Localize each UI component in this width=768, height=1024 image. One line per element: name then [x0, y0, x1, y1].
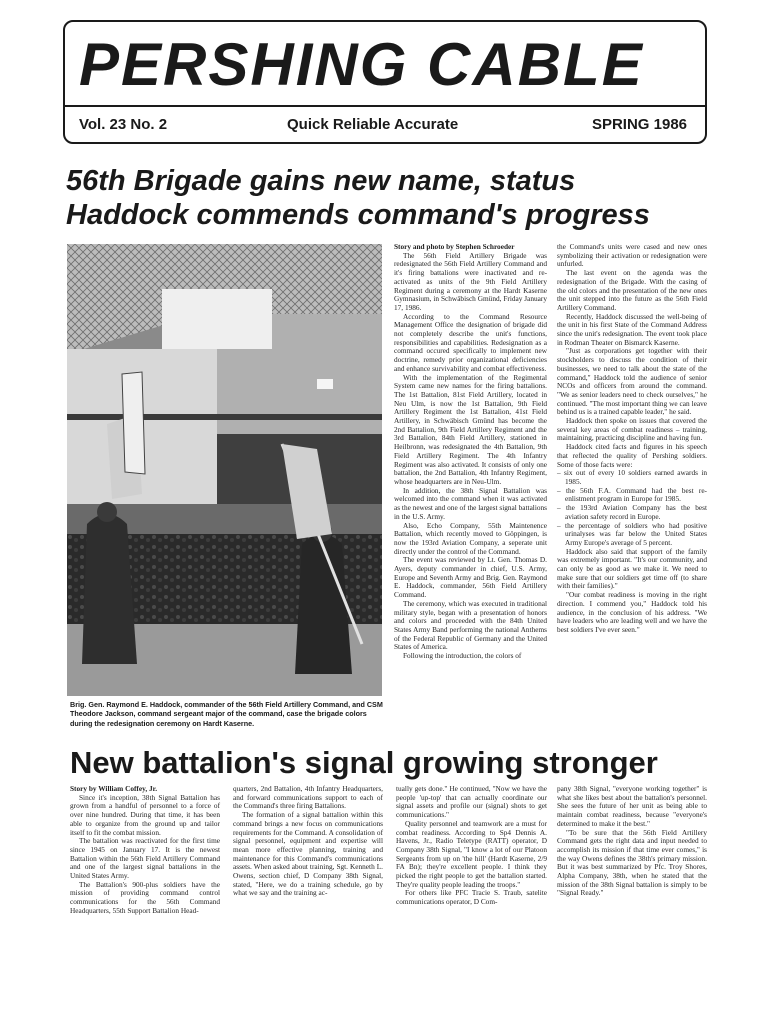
paragraph: Since it's inception, 38th Signal Battalion has grown from a handful of personnel to a force of over nine hundred. During that time, it has been able to organize from the ground up and tailor itself to fit the combat mission.	[70, 792, 220, 837]
issue-season: SPRING 1986	[591, 116, 687, 133]
paragraph: "Just as corporations get together with their stockholders to discuss the condition of their businesses, we need to talk about the state of the command," Haddock told the audience of senior NCOs and officers from around the command. "We as senior leaders need to check ourselves," he continued. "The most important thing we can leave behind us is a trained capable leader," he said.	[557, 346, 707, 417]
story1-byline: Story and photo by Stephen Schroeder	[394, 242, 515, 251]
paragraph: The battalion was reactivated for the first time since 1945 on January 17. It is the newest Battalion within the 56th Field Artillery Command and one of the largest signal battalions in the United States Army.	[70, 836, 220, 881]
paragraph: According to the Command Resource Management Office the designation of brigade did not completely describe the unit's functions, responsibilities and capabilities. Redesignation as a command occured specifically to implement new doctrine, remedy prior organizational deficiencies and enhance survivability and combat effectiveness.	[394, 311, 547, 373]
paragraph: pany 38th Signal, "everyone working together" is what she likes best about the battalion's personnel. She sees the future of her unit as being able to maintain combat readiness, because "everyone's determined to make it the best."	[557, 784, 707, 828]
paragraph: The event was reviewed by Lt. Gen. Thomas D. Ayers, deputy commander in chief, U.S. Army, Europe and Seventh Army and Brig. Gen. Raymond E. Haddock, commander, 56th Field Artillery Command.	[394, 555, 547, 600]
paragraph: Quality personnel and teamwork are a must for combat readiness. According to Sp4 Dennis A. Havens, Jr., Radio Teletype (RATT) operator, D Company 38th Signal, "I know a lot of our Platoon Sergeants from up on 'the hill' (Hardt Kaserne, 2/9 FA Bn); they're excellent people. I think they picked the right people to get the battalion started. They're quality people leading the troops."	[396, 818, 547, 889]
fact-item: – six out of every 10 soldiers earned awards in 1985.	[557, 468, 707, 486]
paragraph: With the implementation of the Regimental System came new names for the firing battalions. The 1st Battalion, 81st Field Artillery, located in Neu Ulm, is now the 1st Battalion, 9th Field Artillery Regiment the 1st Battalion, 41st Field Artillery, in Schwäbisch Gmünd has become the 2nd Battalion, 9th Field Artillery Regiment and the 3rd Battalion, 84th Field Artillery, stationed in Heilbronn, was redesignated the 4th Battalion, 9th Field Artillery Regiment. The 4th Infantry Regiment was also activated. It consists of only one battalion, the 2nd Battalion, 4th Infantry Regiment, whose headquarters are in Neu-Ulm.	[394, 372, 547, 486]
paragraph: The last event on the agenda was the redesignation of the Brigade. With the casing of the old colors and the presentation of the new ones the unit stepped into the future as the 56th Field Artillery Command.	[557, 268, 707, 312]
newspaper-title: PERSHING CABLE	[79, 31, 644, 98]
story1-headline-line1: 56th Brigade gains new name, status	[66, 165, 576, 197]
story1-headline-line2: Haddock commends command's progress	[66, 199, 650, 231]
ceremony-photo-image	[67, 244, 382, 696]
paragraph: "To be sure that the 56th Field Artillery Command gets the right data and input needed to accomplish its mission if that time ever comes," is the way Owens defines the 38th's primary mission. But it was best summarized by Pfc. Troy Shores, Alpha Company, 38th, when he stated that the mission of the 38th Signal battalion is simply to be "Signal Ready."	[557, 827, 707, 898]
paragraph: quarters, 2nd Battalion, 4th Infantry Headquarters, and forward communications support to each of the Command's three firing Battalions.	[233, 784, 383, 811]
masthead-divider	[65, 105, 705, 107]
newspaper-motto: Quick Reliable Accurate	[287, 116, 459, 133]
paragraph: "Our combat readiness is moving in the right direction. I commend you," Haddock told his audience, in the conclusion of his address. "We have leaders who are leading well and we have the best soldiers I've ever seen."	[557, 590, 707, 634]
story1-column-1	[394, 243, 547, 661]
story2-column-4	[557, 785, 707, 898]
photo-caption: Brig. Gen. Raymond E. Haddock, commander of the 56th Field Artillery Command, and CSM Theodore Jackson, command sergeant major of the command, case the brigade colors during the redesignation ceremony on Hardt Kaserne.	[70, 700, 383, 728]
story2-byline: Story by William Coffey, Jr.	[70, 784, 158, 793]
paragraph: Haddock cited facts and figures in his speech that reflected the quality of Pershing soldiers. Some of those facts were:	[557, 442, 707, 469]
paragraph: The Battalion's 900-plus soldiers have the mission of providing command control communications for the 56th Command Headquarters, 55th Support Battalion Head-	[70, 879, 220, 915]
paragraph: the Command's units were cased and new ones symbolizing their activation or redesignation were unfurled.	[557, 242, 707, 269]
masthead	[63, 20, 707, 144]
paragraph: Recently, Haddock discussed the well-being of the unit in his first State of the Command Address since the unit's redesignation. The event took place in Rodman Theater on Bismarck Kaserne.	[557, 311, 707, 347]
paragraph: The 56th Field Artillery Brigade was redesignated the 56th Field Artillery Command and it's firing battalions were inactivated and re-activated as units of the 9th Field Artillery Regiment during a ceremony at the Hardt Kaserne Gymnasium, in Schwäbisch Gmünd, Friday January 17, 1986.	[394, 250, 547, 312]
facts-list	[557, 469, 707, 547]
paragraph: tually gets done." He continued, "Now we have the people 'up-top' that can actually coordinate our signal assets and profile our (signal) shots to get communications."	[396, 784, 547, 820]
paragraph: For others like PFC Tracie S. Traub, satelite communications operator, D Com-	[396, 888, 547, 907]
story1-column-2	[557, 243, 707, 635]
paragraph: Also, Echo Company, 55th Maintenence Battalion, which recently moved to Göppingen, is now the 193rd Aviation Company, a seperate unit directly under the control of the Command.	[394, 520, 547, 556]
story2-column-1	[70, 785, 220, 916]
paragraph: The formation of a signal battalion within this command brings a new focus on communications requirements for the Command. A consolidation of signal personnel, equipment and expertise will mean more effective planning, training and maintenance for this Command's communications assets. When asked about training, Sgt. Kenneth L. Owens, section chief, D Company 38th Signal, stated, "Here, we do a training schedule, go by what we say and the training ac-	[233, 810, 383, 898]
fact-item: – the 56th F.A. Command had the best re-enlistment program in Europe for 1985.	[557, 485, 707, 504]
story2-column-2	[233, 785, 383, 898]
paragraph: Haddock then spoke on issues that covered the several key areas of combat readiness – training, maintaining, practicing discipline and having fun.	[557, 416, 707, 443]
paragraph: The ceremony, which was executed in traditional military style, began with a presentation of honors and colors and proceeded with the 84th United States Army Band performing the national Anthems of the Federal Republic of Germany and the United States of America.	[394, 598, 547, 652]
story2-headline: New battalion's signal growing stronger	[70, 745, 658, 780]
fact-item: – the 193rd Aviation Company has the best aviation safety record in Europe.	[557, 503, 707, 521]
paragraph: Following the introduction, the colors of	[403, 651, 522, 661]
story2-column-3	[396, 785, 547, 907]
fact-item: – the percentage of soldiers who had positive urinalyses was far below the United States Army Europe's average of 5 percent.	[557, 520, 707, 547]
paragraph: In addition, the 38th Signal Battalion was welcomed into the command when it was activated as the newest and one of the largest signal battalions in the U.S. Army.	[394, 485, 547, 521]
ceremony-photo	[67, 244, 382, 696]
paragraph: Haddock also said that support of the family was extremely important. "It's our community, and can only be as good as we make it. We need to make sure that our soldiers get time off (to share with their families)."	[557, 546, 707, 591]
volume-number: Vol. 23 No. 2	[79, 116, 168, 133]
